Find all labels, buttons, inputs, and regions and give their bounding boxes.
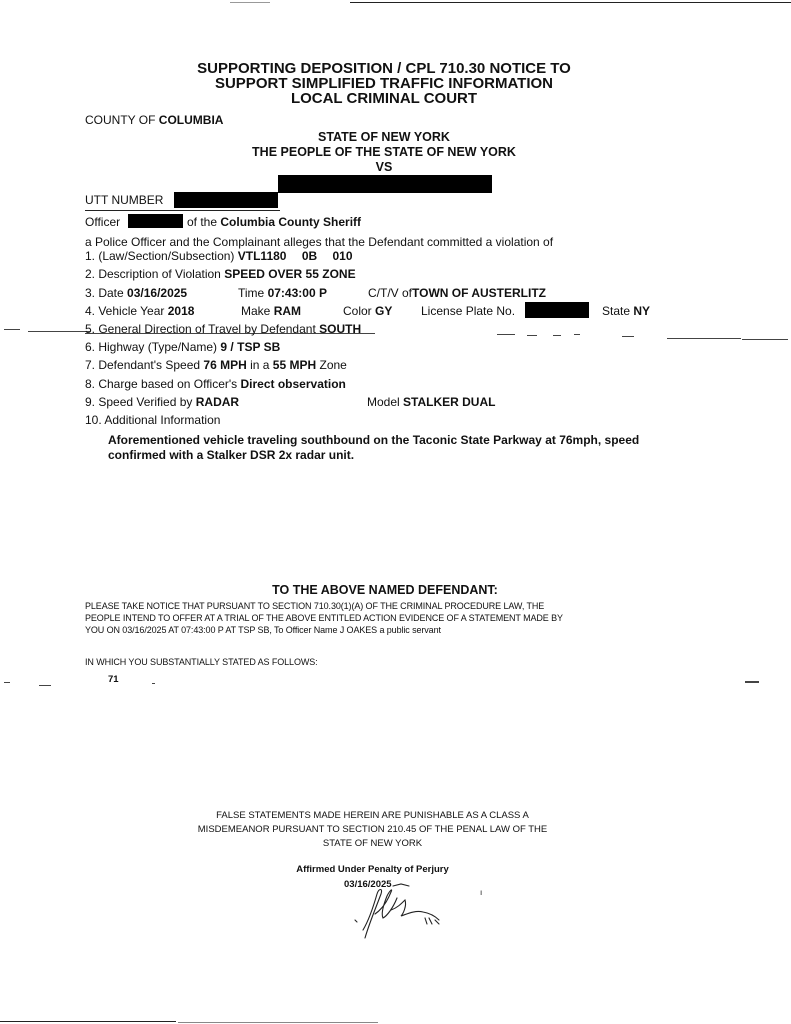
notice-line-1: PLEASE TAKE NOTICE THAT PURSUANT TO SECTION 710.30(1)(A) OF THE CRIMINAL PROCEDURE LAW, THE [85,601,545,611]
stray-mark: ı [480,888,483,897]
item-highway [85,340,280,354]
affirmed-text: Affirmed Under Penalty of Perjury [296,864,449,875]
false-statement-line-2: MISDEMEANOR PURSUANT TO SECTION 210.45 OF THE PENAL LAW OF THE [197,824,548,835]
law-value-2: 0B [301,249,318,263]
scan-artifact-dash [39,685,51,686]
ctv-value: TOWN OF AUSTERLITZ [412,286,547,300]
description-label: 2. Description of Violation [85,267,221,281]
scan-artifact-dash [745,681,759,683]
law-value-3: 010 [332,249,353,263]
false-statement-line-1: FALSE STATEMENTS MADE HEREIN ARE PUNISHABLE AS A CLASS A [216,810,529,821]
scan-artifact-bottom-line [178,1022,378,1023]
make-label: Make [241,304,271,318]
charge-value: Direct observation [240,377,346,391]
item-verified [85,395,239,409]
additional-text-line-1: Aforementioned vehicle traveling southbound on the Taconic State Parkway at 76mph, speed [108,433,640,447]
color-label: Color [343,304,372,318]
color-value: GY [375,304,393,318]
item-model [367,395,495,409]
notice-stated: IN WHICH YOU SUBSTANTIALLY STATED AS FOLLOWS: [85,657,318,667]
highway-label: 6. Highway (Type/Name) [85,340,218,354]
notice-heading: TO THE ABOVE NAMED DEFENDANT: [272,583,498,597]
state-value: NY [633,304,651,318]
item-vehicle-year [85,304,194,318]
charge-label: 8. Charge based on Officer's [85,377,238,391]
item-vehicle-color [343,304,392,318]
vehicle-year-value: 2018 [167,304,195,318]
utt-underline [85,210,280,211]
state-line-1: STATE OF NEW YORK [318,130,450,144]
speed-value: 76 MPH [203,358,247,372]
make-value: RAM [273,304,302,318]
title-line-2: SUPPORT SIMPLIFIED TRAFFIC INFORMATION [214,75,554,92]
item-description [85,267,356,281]
speed-in-a: in a [250,358,270,372]
title-line-1: SUPPORTING DEPOSITION / CPL 710.30 NOTICE TO [197,60,571,77]
scan-artifact-dash [152,683,155,684]
description-value: SPEED OVER 55 ZONE [224,267,356,281]
scan-artifact-bottom-line [0,1021,176,1022]
scan-artifact-top-dash [230,2,270,3]
item-speed [85,358,347,372]
complaint-intro: a Police Officer and the Complainant alleges that the Defendant committed a violation of [85,235,554,249]
item-ctv [368,286,546,300]
law-value-1: VTL1180 [237,249,287,263]
scan-artifact-dash [4,329,20,330]
scan-artifact-dash [527,335,537,336]
plate-label: License Plate No. [421,304,516,318]
county-value: COLUMBIA [158,113,224,127]
scan-artifact-dash [622,336,634,337]
state-line-3: VS [375,160,393,174]
scan-artifact-top-line [350,2,791,3]
state-line-2: THE PEOPLE OF THE STATE OF NEW YORK [252,145,516,159]
item-vehicle-make [241,304,301,318]
item-date [85,286,187,300]
license-plate-redaction [525,302,589,318]
scan-artifact-dash [4,682,10,683]
zone-value: 55 MPH [272,358,317,372]
officer-name-redaction [128,214,183,228]
utt-label: UTT NUMBER [85,193,164,207]
highway-value-2: TSP SB [237,340,281,354]
date-value: 03/16/2025 [127,286,188,300]
additional-text-line-2: confirmed with a Stalker DSR 2x radar unit. [108,448,355,462]
highway-value-1: 9 [220,340,228,354]
law-label: 1. (Law/Section/Subsection) [85,249,235,263]
scan-artifact-line-right [667,338,741,339]
item-direction [85,322,361,336]
officer-of-label: of the [187,215,218,229]
scan-artifact-dash [553,335,561,336]
scan-artifact-dash [497,334,515,335]
highway-separator: / [230,340,234,354]
item-time [238,286,327,300]
speed-label: 7. Defendant's Speed [85,358,201,372]
item-vehicle-state [602,304,650,318]
model-label: Model [367,395,400,409]
ctv-label: C/T/V of [368,286,413,300]
officer-agency: Columbia County Sheriff [220,215,362,229]
officer-agency-line [187,215,361,229]
notice-line-3: YOU ON 03/16/2025 AT 07:43:00 P AT TSP SB, To Officer Name J OAKES a public servant [85,625,441,635]
false-statement-line-3: STATE OF NEW YORK [322,838,423,849]
scan-artifact-line-left [28,331,90,332]
time-value: 07:43:00 P [267,286,327,300]
title-line-3: LOCAL CRIMINAL COURT [290,90,478,107]
signature-date: 03/16/2025 [344,879,392,890]
officer-signature [335,880,455,942]
direction-value: SOUTH [319,322,362,336]
utt-number-redaction [174,192,278,208]
notice-line-2: PEOPLE INTEND TO OFFER AT A TRIAL OF THE ABOVE ENTITLED ACTION EVIDENCE OF A STATEMENT MADE BY [85,613,563,623]
statement-value: 71 [108,674,119,685]
vehicle-year-label: 4. Vehicle Year [85,304,165,318]
additional-label: 10. Additional Information [85,413,221,427]
state-label: State [602,304,631,318]
item-charge [85,377,346,391]
defendant-name-redaction [278,175,492,193]
county-label: COUNTY OF [85,113,156,127]
county-line [85,113,223,127]
item-law [85,249,353,263]
model-value: STALKER DUAL [403,395,496,409]
verified-value: RADAR [195,395,240,409]
direction-label: 5. General Direction of Travel by Defendant [85,322,316,336]
zone-label: Zone [319,358,347,372]
scan-artifact-line-right [742,339,788,340]
time-label: Time [238,286,265,300]
verified-label: 9. Speed Verified by [85,395,193,409]
officer-label: Officer [85,215,121,229]
scan-artifact-dash [574,334,580,335]
date-label: 3. Date [85,286,124,300]
